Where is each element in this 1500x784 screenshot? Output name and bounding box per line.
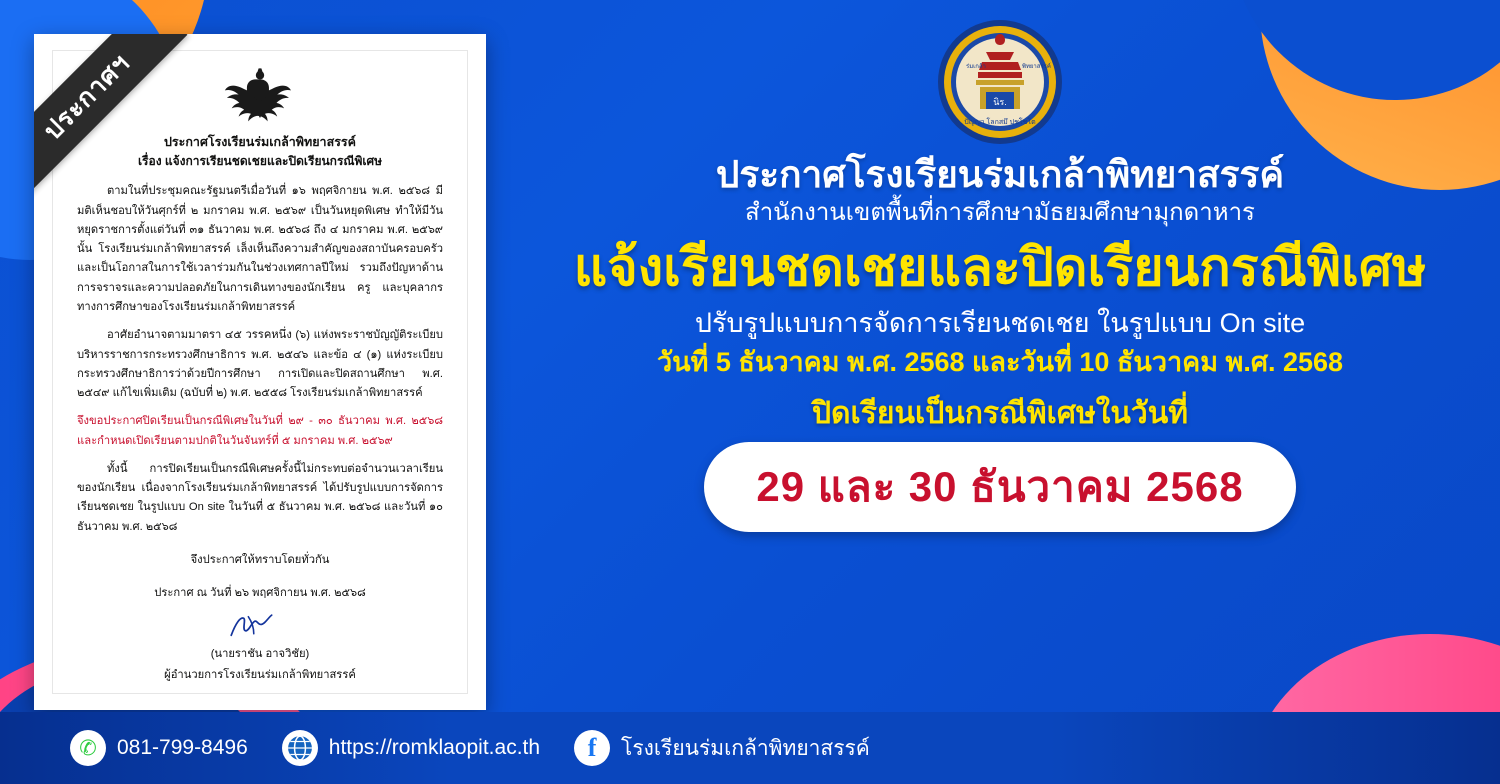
website-url: https://romklaopit.ac.th: [328, 736, 541, 759]
office-name: สำนักงานเขตพื้นที่การศึกษามัธยมศึกษามุกดาหาร: [745, 199, 1255, 227]
phone-number: 081-799-8496: [117, 736, 248, 759]
phone-icon: ✆: [70, 730, 106, 766]
banner-content: [500, 0, 1500, 712]
facebook-page-name: โรงเรียนร่มเกล้าพิทยาสรรค์: [621, 736, 870, 760]
school-name: ประกาศโรงเรียนร่มเกล้าพิทยาสรรค์: [715, 154, 1285, 195]
document-announce-note: จึงประกาศให้ทราบโดยทั่วกัน: [190, 553, 330, 566]
contact-facebook[interactable]: [574, 730, 870, 766]
announcement-document: [34, 34, 486, 710]
contact-website[interactable]: [282, 730, 540, 766]
ribbon-label: ประกาศฯ: [34, 34, 187, 197]
globe-icon-svg: [287, 735, 313, 761]
document-paragraph-2-red: จึงขอประกาศปิดเรียนเป็นกรณีพิเศษในวันที่ ๒๙ - ๓๐ ธันวาคม พ.ศ. ๒๕๖๘ และกำหนดเปิดเรียนตามปกติในวันจันทร์ที่ ๕ มกราคม พ.ศ. ๒๕๖๙: [77, 415, 443, 447]
school-crest-icon: [936, 18, 1064, 146]
subline-special-closure: ปิดเรียนเป็นกรณีพิเศษในวันที่: [811, 396, 1189, 430]
document-body: [52, 50, 468, 694]
document-heading-1: ประกาศโรงเรียนร่มเกล้าพิทยาสรรค์: [164, 135, 356, 149]
signer-title: ผู้อำนวยการโรงเรียนร่มเกล้าพิทยาสรรค์: [164, 668, 356, 681]
contact-footer: [0, 712, 1500, 784]
document-paragraph-2: อาศัยอำนาจตามมาตรา ๔๕ วรรคหนึ่ง (๖) แห่งพระราชบัญญัติระเบียบบริหารราชการกระทรวงศึกษาธิการ พ.ศ. ๒๕๔๖ และข้อ ๔ (๑) แห่งระเบียบกระทรวงศึกษาธิการว่าด้วยปีการศึกษา การเปิดและปิดสถานศึกษา พ.ศ. ๒๕๔๙ แก้ไขเพิ่มเติม (ฉบับที่ ๒) พ.ศ. ๒๕๕๘ โรงเรียนร่มเกล้าพิทยาสรรค์: [77, 329, 443, 400]
contact-phone[interactable]: [70, 730, 248, 766]
globe-icon: [282, 730, 318, 766]
subline-onsite: ปรับรูปแบบการจัดการเรียนชดเชย ในรูปแบบ On site: [694, 308, 1306, 339]
document-heading-2: เรื่อง แจ้งการเรียนชดเชยและปิดเรียนกรณีพิเศษ: [137, 154, 383, 169]
headline: แจ้งเรียนชดเชยและปิดเรียนกรณีพิเศษ: [573, 239, 1427, 298]
garuda-emblem-icon: [218, 67, 302, 129]
facebook-icon: f: [574, 730, 610, 766]
document-announce-date: ประกาศ ณ วันที่ ๒๖ พฤศจิกายน พ.ศ. ๒๕๖๘: [154, 586, 366, 599]
svg-text:ร่มเกล้า: ร่มเกล้า: [966, 64, 986, 70]
svg-text:นิร.: นิร.: [993, 97, 1007, 107]
closure-date-pill: 29 และ 30 ธันวาคม 2568: [704, 442, 1295, 532]
svg-text:พิทยาสรรค์: พิทยาสรรค์: [1022, 64, 1051, 70]
signature-image: [225, 609, 295, 643]
svg-text:ปัญญา โลกสมึ ปชโชโต: ปัญญา โลกสมึ ปชโชโต: [964, 119, 1036, 126]
signer-name: (นายราชัน อาจวิชัย): [210, 647, 310, 660]
subline-dates: วันที่ 5 ธันวาคม พ.ศ. 2568 และวันที่ 10 ธันวาคม พ.ศ. 2568: [656, 347, 1344, 378]
document-paragraph-3: ทั้งนี้ การปิดเรียนเป็นกรณีพิเศษครั้งนี้ไม่กระทบต่อจำนวนเวลาเรียนของนักเรียน เนื่องจากโรงเรียนร่มเกล้าพิทยาสรรค์ ได้ปรับรูปแบบการจัดการเรียนชดเชย ในรูปแบบ On site ในวันที่ ๕ ธันวาคม พ.ศ. ๒๕๖๘ และวันที่ ๑๐ ธันวาคม พ.ศ. ๒๕๖๘: [77, 462, 443, 533]
document-paragraph-1: ตามในที่ประชุมคณะรัฐมนตรีเมื่อวันที่ ๑๖ พฤศจิกายน พ.ศ. ๒๕๖๘ มีมติเห็นชอบให้วันศุกร์ที่ ๒ มกราคม พ.ศ. ๒๕๖๙ เป็นวันหยุดพิเศษ ทำให้มีวันหยุดราชการตั้งแต่วันที่ ๓๑ ธันวาคม พ.ศ. ๒๕๖๘ ถึง ๔ มกราคม พ.ศ. ๒๕๖๙ นั้น โรงเรียนร่มเกล้าพิทยาสรรค์ เล็งเห็นถึงความสำคัญของสถาบันครอบครัวและเป็นโอกาสในการใช้เวลาร่วมกันในช่วงเทศกาลปีใหม่ รวมถึงปัญหาด้านการจราจรและความปลอดภัยในการเดินทางของนักเรียน ครู และบุคลากรทางการศึกษาของโรงเรียนร่มเกล้าพิทยาสรรค์: [77, 185, 443, 313]
